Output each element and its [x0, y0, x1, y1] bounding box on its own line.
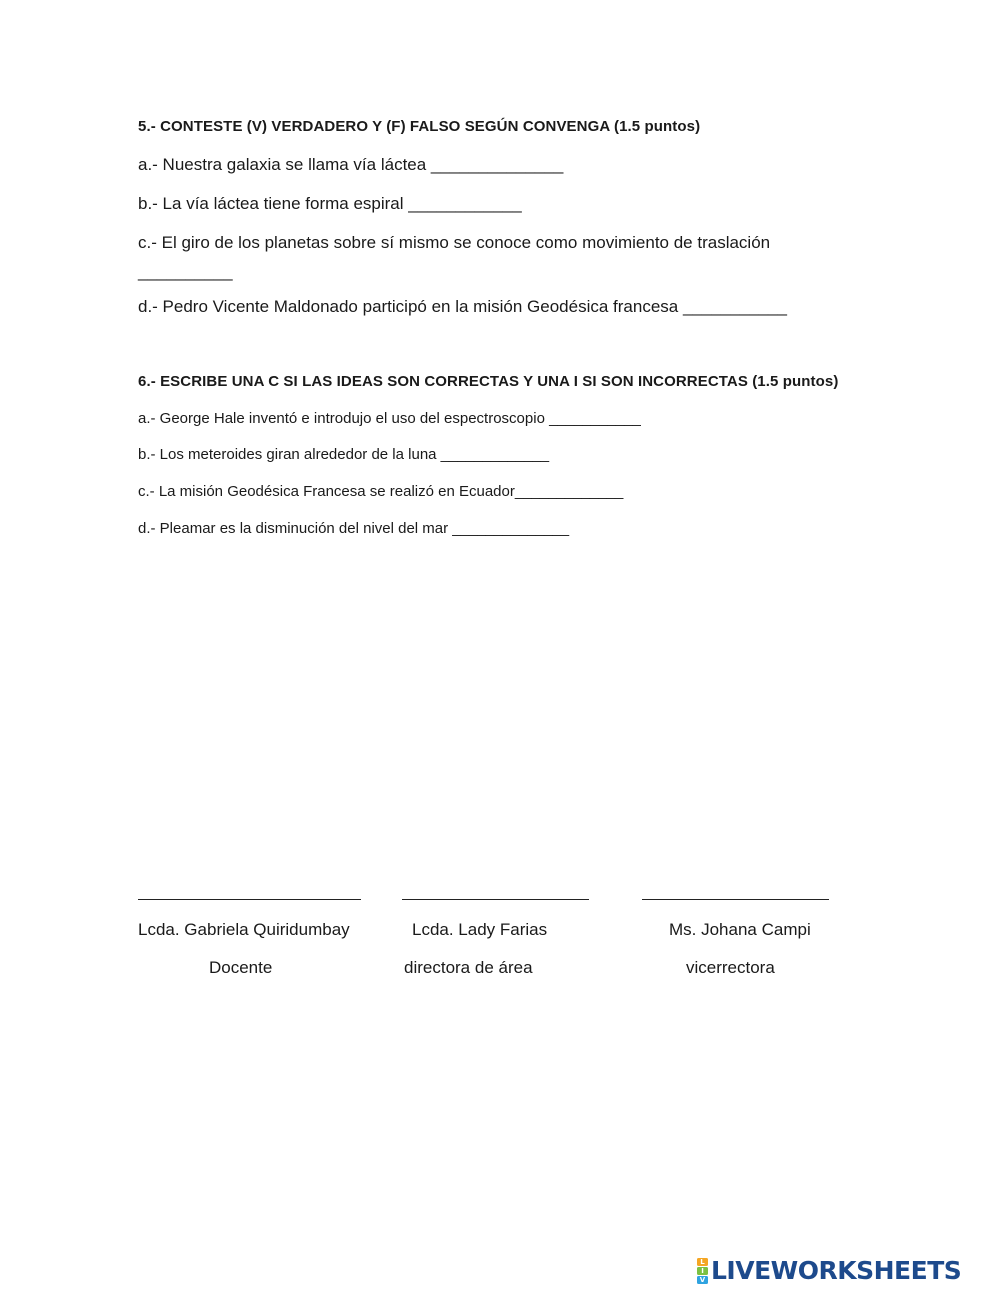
- logo-text: LIVEWORKSHEETS: [711, 1256, 962, 1285]
- logo-block-v: V: [697, 1276, 708, 1284]
- section-5-heading: 5.- CONTESTE (V) VERDADERO Y (F) FALSO SEGÚN CONVENGA (1.5 puntos): [138, 118, 701, 135]
- question-6c: c.- La misión Geodésica Francesa se realizó en Ecuador_____________: [138, 483, 624, 500]
- question-5a: a.- Nuestra galaxia se llama vía láctea ______________: [138, 155, 564, 174]
- signature-line-vicerrectora: [642, 899, 829, 900]
- question-5b: b.- La vía láctea tiene forma espiral ____________: [138, 194, 522, 213]
- question-5c: c.- El giro de los planetas sobre sí mismo se conoce como movimiento de traslación: [138, 233, 771, 252]
- signature-role-directora: directora de área: [404, 958, 533, 977]
- signature-name-directora: Lcda. Lady Farias: [412, 920, 548, 939]
- signature-role-vicerrectora: vicerrectora: [686, 958, 775, 977]
- liveworksheets-logo: [697, 1257, 961, 1285]
- signature-name-docente: Lcda. Gabriela Quiridumbay: [138, 920, 350, 939]
- logo-block-i: I: [697, 1267, 708, 1275]
- logo-color-blocks: [697, 1258, 708, 1284]
- question-6a: a.- George Hale inventó e introdujo el uso del espectroscopio ___________: [138, 410, 641, 427]
- question-6d: d.- Pleamar es la disminución del nivel del mar ______________: [138, 520, 570, 537]
- signature-line-directora: [402, 899, 589, 900]
- question-5d: d.- Pedro Vicente Maldonado participó en la misión Geodésica francesa ___________: [138, 297, 787, 316]
- signature-line-docente: [138, 899, 361, 900]
- logo-block-l: L: [697, 1258, 708, 1266]
- section-6-heading: 6.- ESCRIBE UNA C SI LAS IDEAS SON CORRECTAS Y UNA I SI SON INCORRECTAS (1.5 puntos): [138, 373, 839, 390]
- signature-name-vicerrectora: Ms. Johana Campi: [669, 920, 811, 939]
- signature-role-docente: Docente: [209, 958, 273, 977]
- question-5c-answer-line: __________: [138, 262, 233, 281]
- question-6b: b.- Los meteroides giran alrededor de la luna _____________: [138, 446, 550, 463]
